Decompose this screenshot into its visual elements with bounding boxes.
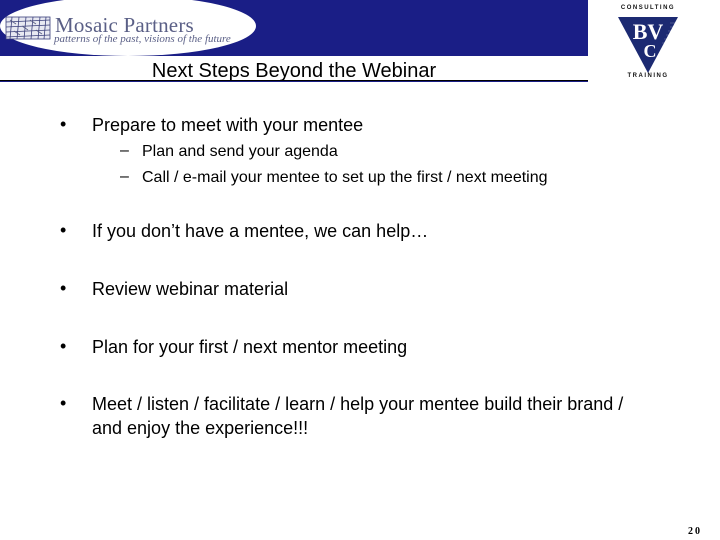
bullet-marker: • bbox=[60, 336, 67, 356]
mosaic-logo-name: Mosaic Partners bbox=[55, 13, 194, 37]
bullet-marker: • bbox=[60, 114, 67, 134]
mosaic-logo-tagline: patterns of the past, visions of the future bbox=[54, 33, 231, 45]
bullet-marker: • bbox=[60, 220, 67, 240]
bullet-marker: • bbox=[60, 278, 67, 298]
bullet-item-1: Prepare to meet with your mentee bbox=[92, 115, 364, 135]
bullet-item-5: Meet / listen / facilitate / learn / help your mentee build their brand / and enjoy the experience!!! bbox=[92, 394, 624, 438]
page-title: Next Steps Beyond the Webinar bbox=[151, 60, 437, 82]
sub-bullet-marker: – bbox=[120, 168, 129, 185]
svg-text:BV: BV bbox=[632, 19, 664, 44]
bvc-logo-bottom-text: TRAINING bbox=[627, 73, 669, 79]
mosaic-grid-icon bbox=[6, 17, 50, 39]
bvc-consulting-training-logo bbox=[612, 5, 684, 80]
mosaic-partners-logo bbox=[0, 0, 258, 56]
bvc-logo-top-text: CONSULTING bbox=[620, 5, 676, 11]
bullet-marker: • bbox=[60, 393, 67, 413]
bullet-item-2: If you don’t have a mentee, we can help… bbox=[92, 221, 429, 241]
bullet-item-3: Review webinar material bbox=[92, 279, 289, 299]
bullet-item-4: Plan for your first / next mentor meeting bbox=[92, 337, 408, 357]
sub-bullet-item-1: Plan and send your agenda bbox=[142, 143, 338, 160]
svg-text:C: C bbox=[643, 41, 657, 61]
page-number: 20 bbox=[688, 526, 702, 537]
sub-bullet-item-2: Call / e-mail your mentee to set up the first / next meeting bbox=[142, 169, 548, 186]
sub-bullet-marker: – bbox=[120, 142, 129, 159]
